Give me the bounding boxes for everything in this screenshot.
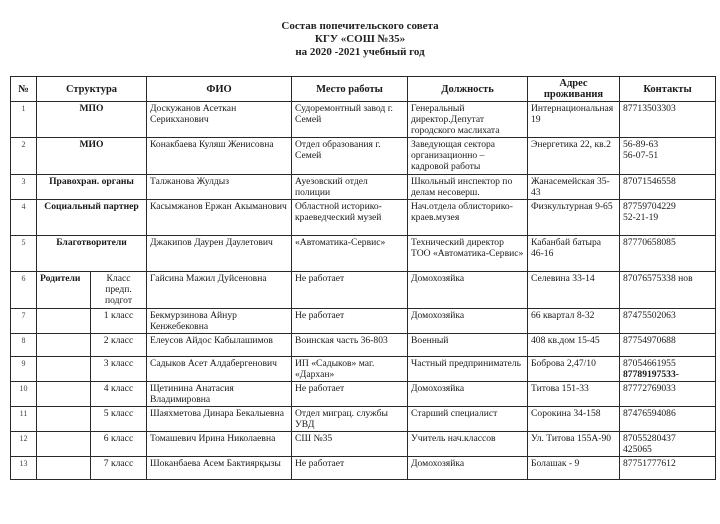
- table-row: [11, 334, 716, 357]
- row-num: 9: [11, 357, 37, 382]
- row-address: Болашак - 9: [528, 457, 620, 480]
- header-contacts: Контакты: [620, 77, 716, 102]
- row-workplace: Ауезовский отдел полиции: [292, 175, 408, 200]
- table-row: [11, 272, 716, 309]
- row-contacts: 87770658085: [620, 236, 716, 272]
- row-address: Жанасемейская 35-43: [528, 175, 620, 200]
- row-position: Технический директор ТОО «Автоматика-Сервис»: [408, 236, 528, 272]
- row-structure: Благотворители: [37, 236, 147, 272]
- row-fio: Щетинина Анатасия Владимировна: [147, 382, 292, 407]
- row-workplace: Отдел миграц. службы УВД: [292, 407, 408, 432]
- row-structure: [37, 432, 91, 457]
- row-fio: Елеусов Айдос Кабылашимов: [147, 334, 292, 357]
- title-line-2: КГУ «СОШ №35»: [314, 33, 406, 45]
- header-row: [11, 77, 716, 102]
- row-workplace: Областной историко-краеведческий музей: [292, 200, 408, 236]
- row-fio: Талжанова Жулдыз: [147, 175, 292, 200]
- row-num: 8: [11, 334, 37, 357]
- row-contacts: [620, 357, 716, 382]
- row-address: Титова 151-33: [528, 382, 620, 407]
- table-row: [11, 457, 716, 480]
- row-workplace: Отдел образования г. Семей: [292, 138, 408, 175]
- row-num: 5: [11, 236, 37, 272]
- row-class: 2 класс: [91, 334, 147, 357]
- row-workplace: Не работает: [292, 309, 408, 334]
- row-fio: Гайсина Мажил Дуйсеновна: [147, 272, 292, 309]
- row-address: 408 кв.дом 15-45: [528, 334, 620, 357]
- row-address: Кабанбай батыра 46-16: [528, 236, 620, 272]
- row-position: Домохозяйка: [408, 382, 528, 407]
- contact-primary: 87054661955: [623, 358, 676, 369]
- row-fio: Конакбаева Куляш Женисовна: [147, 138, 292, 175]
- row-workplace: Судоремонтный завод г. Семей: [292, 102, 408, 138]
- row-fio: Садыков Асет Алдабергенович: [147, 357, 292, 382]
- table-row: [11, 200, 716, 236]
- row-position: Нач.отдела облисторико-краев.музея: [408, 200, 528, 236]
- row-address: Энергетика 22, кв.2: [528, 138, 620, 175]
- row-structure: МИО: [37, 138, 147, 175]
- row-position: Старший специалист: [408, 407, 528, 432]
- row-address: Физкультурная 9-65: [528, 200, 620, 236]
- row-num: 6: [11, 272, 37, 309]
- row-fio: Касымжанов Ержан Акыманович: [147, 200, 292, 236]
- row-address: Боброва 2,47/10: [528, 357, 620, 382]
- row-structure: Правохран. органы: [37, 175, 147, 200]
- row-position: Домохозяйка: [408, 272, 528, 309]
- row-contacts: 87076575338 нов: [620, 272, 716, 309]
- row-workplace: Не работает: [292, 272, 408, 309]
- council-table: [10, 76, 716, 480]
- row-fio: Джакипов Даурен Даулетович: [147, 236, 292, 272]
- table-row: [11, 382, 716, 407]
- row-num: 3: [11, 175, 37, 200]
- row-num: 13: [11, 457, 37, 480]
- row-workplace: ИП «Садыков» маг. «Дархан»: [292, 357, 408, 382]
- contact-secondary: 87789197533-: [623, 369, 679, 380]
- header-workplace: Место работы: [292, 77, 408, 102]
- document-title: [0, 20, 720, 59]
- row-structure: Социальный партнер: [37, 200, 147, 236]
- row-address: Интернациональная 19: [528, 102, 620, 138]
- row-position: Военный: [408, 334, 528, 357]
- row-position: Заведующая сектора организационно – кадровой работы: [408, 138, 528, 175]
- table-row: [11, 236, 716, 272]
- title-line-1: Состав попечительского совета: [281, 20, 439, 32]
- row-class: 5 класс: [91, 407, 147, 432]
- row-num: 7: [11, 309, 37, 334]
- row-class: 6 класс: [91, 432, 147, 457]
- row-contacts: 87754970688: [620, 334, 716, 357]
- row-num: 11: [11, 407, 37, 432]
- row-address: 66 квартал 8-32: [528, 309, 620, 334]
- row-workplace: Не работает: [292, 457, 408, 480]
- row-contacts: 87475502063: [620, 309, 716, 334]
- row-contacts: 87751777612: [620, 457, 716, 480]
- row-num: 4: [11, 200, 37, 236]
- row-contacts: 87476594086: [620, 407, 716, 432]
- row-structure: [37, 357, 91, 382]
- table-row: [11, 175, 716, 200]
- table-row: [11, 309, 716, 334]
- table-row: [11, 102, 716, 138]
- header-position: Должность: [408, 77, 528, 102]
- row-workplace: «Автоматика-Сервис»: [292, 236, 408, 272]
- row-class: 4 класс: [91, 382, 147, 407]
- row-fio: Томашевич Ирина Николаевна: [147, 432, 292, 457]
- title-line-3: на 2020 -2021 учебный год: [295, 46, 425, 58]
- row-structure: МПО: [37, 102, 147, 138]
- row-structure: [37, 457, 91, 480]
- row-position: Домохозяйка: [408, 457, 528, 480]
- row-class: Класс предп. подгот: [91, 272, 147, 309]
- table-row: [11, 407, 716, 432]
- row-structure: [37, 334, 91, 357]
- row-class: 7 класс: [91, 457, 147, 480]
- row-position: Частный предприниматель: [408, 357, 528, 382]
- row-contacts: 87071546558: [620, 175, 716, 200]
- row-structure: [37, 309, 91, 334]
- row-num: 1: [11, 102, 37, 138]
- row-num: 12: [11, 432, 37, 457]
- row-contacts: 56-89-63 56-07-51: [620, 138, 716, 175]
- row-fio: Бекмурзинова Айнур Кенжебековна: [147, 309, 292, 334]
- header-address: Адрес проживания: [528, 77, 620, 102]
- row-address: Сорокина 34-158: [528, 407, 620, 432]
- row-address: Ул. Титова 155А-90: [528, 432, 620, 457]
- row-position: Школьный инспектор по делам несоверш.: [408, 175, 528, 200]
- row-fio: Шаяхметова Динара Бекалыевна: [147, 407, 292, 432]
- row-position: Учитель нач.классов: [408, 432, 528, 457]
- row-position: Домохозяйка: [408, 309, 528, 334]
- row-address: Селевина 33-14: [528, 272, 620, 309]
- row-contacts: 87055280437 425065: [620, 432, 716, 457]
- row-contacts: 87772769033: [620, 382, 716, 407]
- row-workplace: СШ №35: [292, 432, 408, 457]
- row-contacts: 87713503303: [620, 102, 716, 138]
- row-num: 10: [11, 382, 37, 407]
- row-workplace: Не работает: [292, 382, 408, 407]
- row-class: 1 класс: [91, 309, 147, 334]
- table-row: [11, 138, 716, 175]
- header-num: №: [11, 77, 37, 102]
- row-structure: [37, 407, 91, 432]
- row-structure: [37, 382, 91, 407]
- row-contacts: 87759704229 52-21-19: [620, 200, 716, 236]
- row-position: Генеральный директор.Депутат городского маслихата: [408, 102, 528, 138]
- header-fio: ФИО: [147, 77, 292, 102]
- row-fio: Шоканбаева Асем Бактиярқызы: [147, 457, 292, 480]
- row-fio: Доскужанов Асеткан Серикханович: [147, 102, 292, 138]
- table-row: [11, 357, 716, 382]
- row-workplace: Воинская часть 36-803: [292, 334, 408, 357]
- row-class: 3 класс: [91, 357, 147, 382]
- table-row: [11, 432, 716, 457]
- row-structure: Родители: [37, 272, 91, 309]
- row-num: 2: [11, 138, 37, 175]
- header-structure: Структура: [37, 77, 147, 102]
